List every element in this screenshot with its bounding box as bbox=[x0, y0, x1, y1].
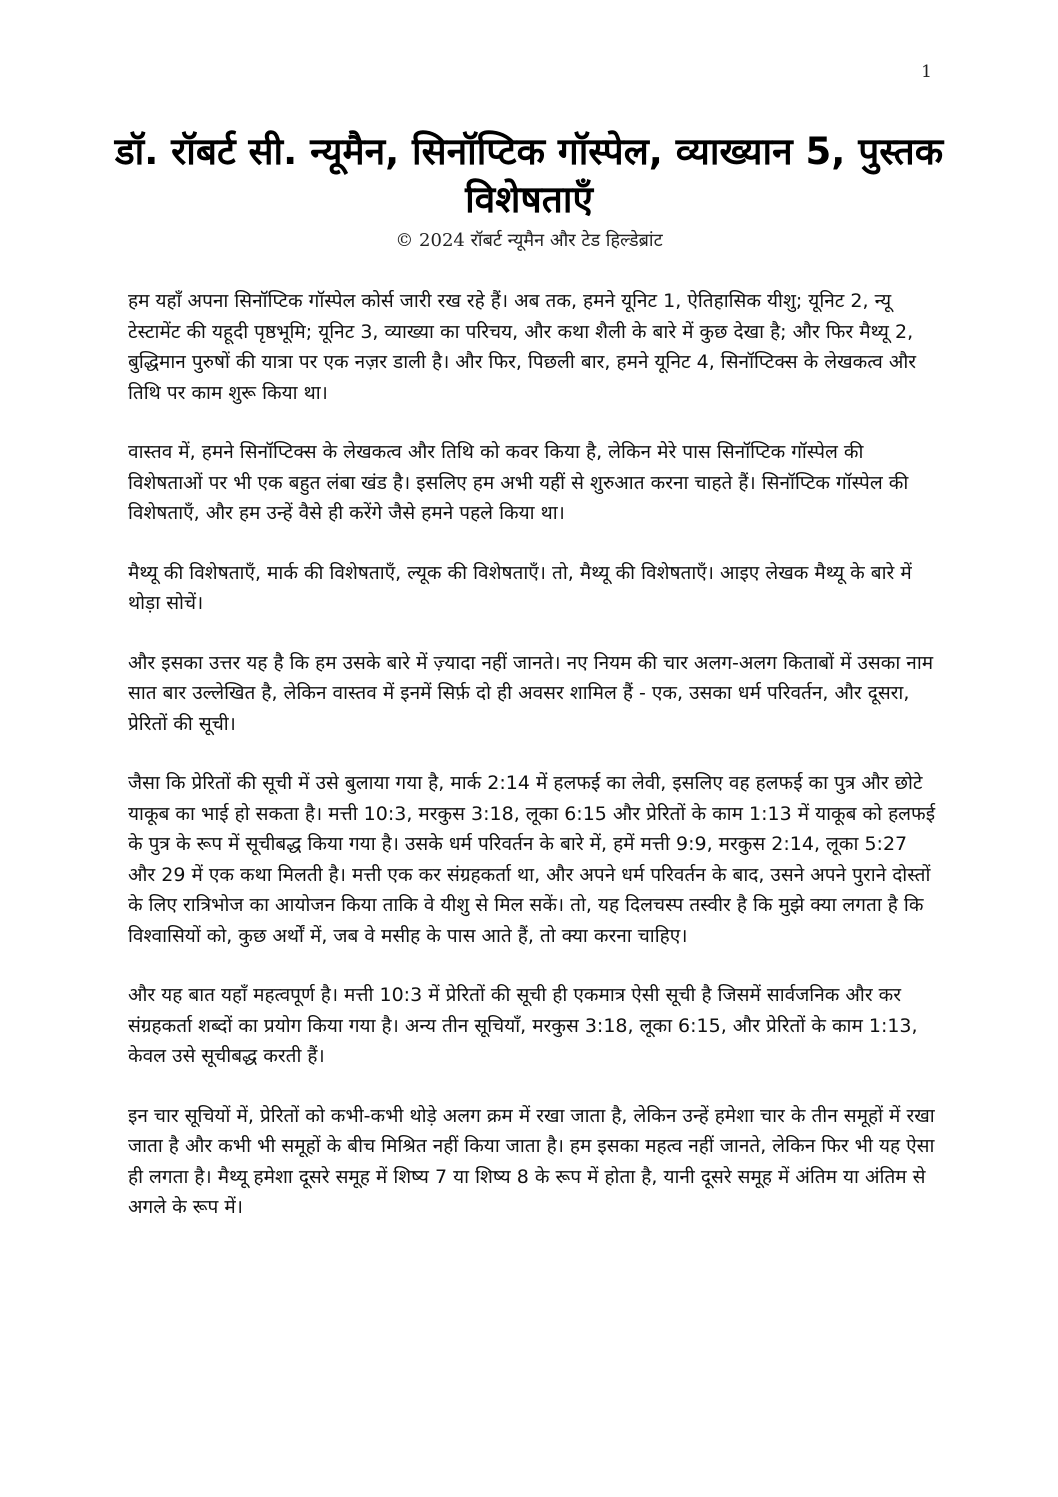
paragraph: वास्तव में, हमने सिनॉप्टिक्स के लेखकत्व और तिथि को कवर किया है, लेकिन मेरे पास सिनॉप्टिक गॉस्पेल की विशेषताओं पर भी एक बहुत लंबा खंड है। इसलिए हम अभी यहीं से शुरुआत करना चाहते हैं। सिनॉप्टिक गॉस्पेल की विशेषताएँ, और हम उन्हें वैसे ही करेंगे जैसे हमने पहले किया था। bbox=[128, 441, 909, 524]
page-number: 1 bbox=[921, 62, 932, 82]
paragraph: और इसका उत्तर यह है कि हम उसके बारे में ज़्यादा नहीं जानते। नए नियम की चार अलग-अलग किताबों में उसका नाम सात बार उल्लेखित है, लेकिन वास्तव में इनमें सिर्फ़ दो ही अवसर शामिल हैं - एक, उसका धर्म परिवर्तन, और दूसरा, प्रेरितों की सूची। bbox=[128, 651, 934, 735]
document-header bbox=[100, 128, 958, 252]
paragraph: जैसा कि प्रेरितों की सूची में उसे बुलाया गया है, मार्क 2:14 में हलफई का लेवी, इसलिए वह हलफई का पुत्र और छोटे याकूब का भाई हो सकता है। मत्ती 10:3, मरकुस 3:18, लूका 6:15 और प्रेरितों के काम 1:13 में याकूब को हलफई के पुत्र के रूप में सूचीबद्ध किया गया है। उसके धर्म परिवर्तन के बारे में, हमें मत्ती 9:9, मरकुस 2:14, लूका 5:27 और 29 में एक कथा मिलती है। मत्ती एक कर संग्रहकर्ता था, और अपने धर्म परिवर्तन के बाद, उसने अपने पुराने दोस्तों के लिए रात्रिभोज का आयोजन किया ताकि वे यीशु से मिल सकें। तो, यह दिलचस्प तस्वीर है कि मुझे क्या लगता है कि विश्वासियों को, कुछ अर्थों में, जब वे मसीह के पास आते हैं, तो क्या करना चाहिए। bbox=[128, 772, 936, 947]
document-title: डॉ. रॉबर्ट सी. न्यूमैन, सिनॉप्टिक गॉस्पेल, व्याख्यान 5, पुस्तक विशेषताएँ bbox=[114, 130, 944, 222]
paragraph: और यह बात यहाँ महत्वपूर्ण है। मत्ती 10:3 में प्रेरितों की सूची ही एकमात्र ऐसी सूची है जिसमें सार्वजनिक और कर संग्रहकर्ता शब्दों का प्रयोग किया गया है। अन्य तीन सूचियाँ, मरकुस 3:18, लूका 6:15, और प्रेरितों के काम 1:13, केवल उसे सूचीबद्ध करती हैं। bbox=[128, 984, 918, 1067]
document-body bbox=[128, 286, 936, 1252]
paragraph: हम यहाँ अपना सिनॉप्टिक गॉस्पेल कोर्स जारी रख रहे हैं। अब तक, हमने यूनिट 1, ऐतिहासिक यीशु; यूनिट 2, न्यू टेस्टामेंट की यहूदी पृष्ठभूमि; यूनिट 3, व्याख्या का परिचय, और कथा शैली के बारे में कुछ देखा है; और फिर मैथ्यू 2, बुद्धिमान पुरुषों की यात्रा पर एक नज़र डाली है। और फिर, पिछली बार, हमने यूनिट 4, सिनॉप्टिक्स के लेखकत्व और तिथि पर काम शुरू किया था। bbox=[128, 290, 917, 404]
paragraph: मैथ्यू की विशेषताएँ, मार्क की विशेषताएँ, ल्यूक की विशेषताएँ। तो, मैथ्यू की विशेषताएँ। आइए लेखक मैथ्यू के बारे में थोड़ा सोचें। bbox=[128, 561, 912, 614]
paragraph: इन चार सूचियों में, प्रेरितों को कभी-कभी थोड़े अलग क्रम में रखा जाता है, लेकिन उन्हें हमेशा चार के तीन समूहों में रखा जाता है और कभी भी समूहों के बीच मिश्रित नहीं किया जाता है। हम इसका महत्व नहीं जानते, लेकिन फिर भी यह ऐसा ही लगता है। मैथ्यू हमेशा दूसरे समूह में शिष्य 7 या शिष्य 8 के रूप में होता है, यानी दूसरे समूह में अंतिम या अंतिम से अगले के रूप में। bbox=[128, 1104, 935, 1218]
copyright-line: © 2024 रॉबर्ट न्यूमैन और टेड हिल्डेब्रांट bbox=[395, 230, 663, 252]
